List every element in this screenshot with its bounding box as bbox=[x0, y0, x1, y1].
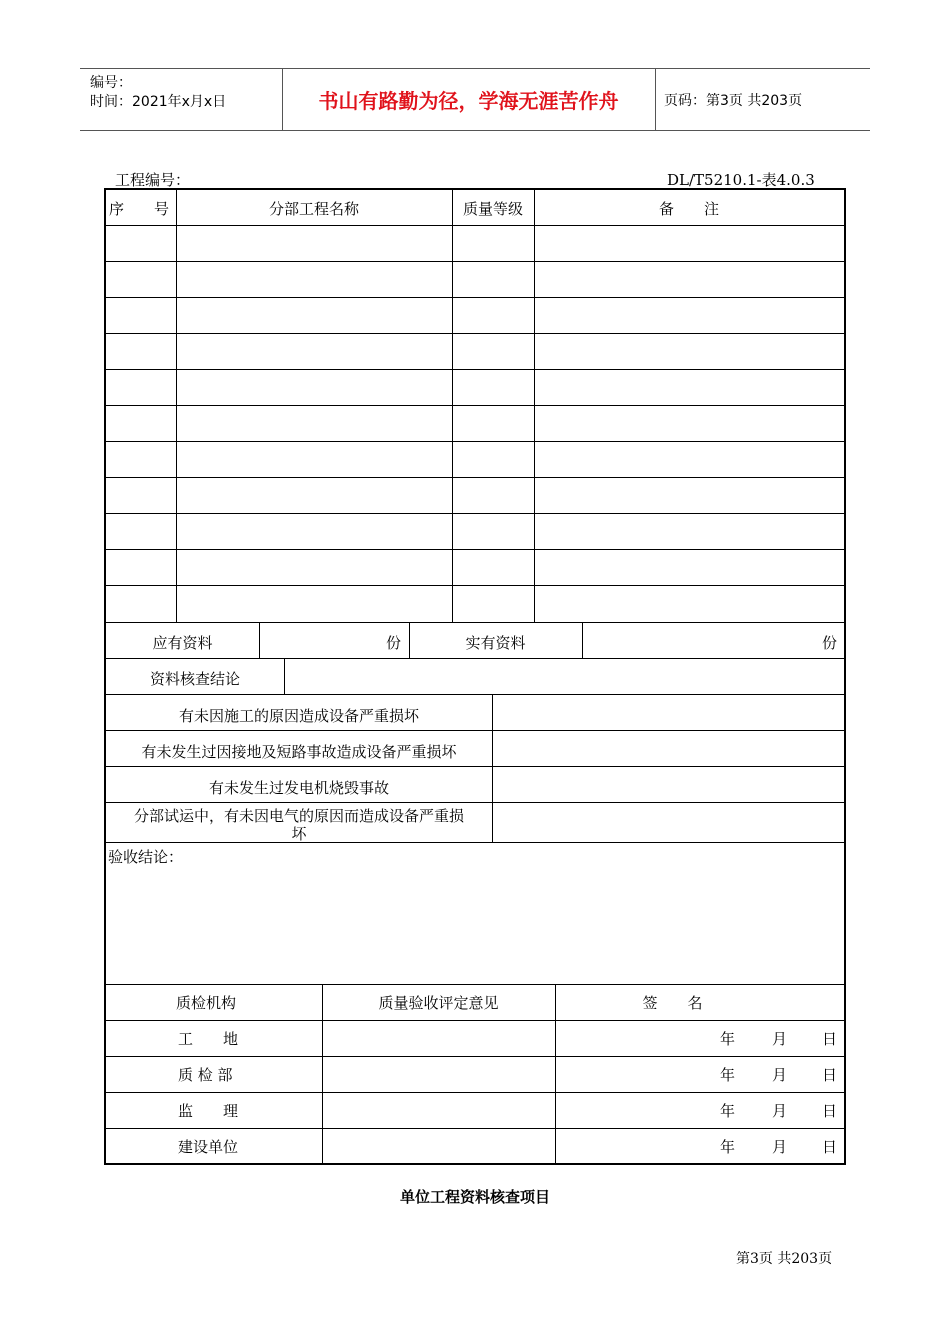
sign-row-quality-dept: 质 检 部 bbox=[178, 1066, 233, 1084]
date-day: 日 bbox=[822, 1102, 838, 1120]
date-year: 年 bbox=[720, 1102, 736, 1120]
actual-docs-label: 实有资料 bbox=[465, 634, 526, 652]
column-header-signature: 签 名 bbox=[642, 994, 703, 1012]
form-code: DL/T5210.1-表4.0.3 bbox=[667, 171, 815, 189]
date-month: 月 bbox=[772, 1066, 788, 1084]
header-meta-cell bbox=[80, 69, 283, 130]
column-header-grade: 质量等级 bbox=[462, 200, 523, 218]
date-month: 月 bbox=[772, 1138, 788, 1156]
document-header bbox=[80, 68, 870, 131]
required-docs-unit: 份 bbox=[386, 634, 402, 652]
date-day: 日 bbox=[822, 1066, 838, 1084]
column-header-seq: 序 号 bbox=[109, 200, 170, 218]
column-header-inspection-org: 质检机构 bbox=[176, 994, 237, 1012]
number-label: 编号： bbox=[90, 75, 132, 91]
column-header-name: 分部工程名称 bbox=[268, 200, 359, 218]
page-footer: 第3页 共203页 bbox=[736, 1251, 833, 1267]
inspection-form bbox=[104, 188, 846, 1165]
date-day: 日 bbox=[822, 1138, 838, 1156]
date-year: 年 bbox=[720, 1138, 736, 1156]
required-docs-label: 应有资料 bbox=[152, 634, 213, 652]
column-header-remark: 备 注 bbox=[658, 200, 719, 218]
project-number-label: 工程编号： bbox=[115, 171, 191, 189]
question-damage-grounding: 有未发生过因接地及短路事故造成设备严重损坏 bbox=[141, 743, 457, 761]
acceptance-conclusion-label: 验收结论： bbox=[108, 848, 184, 866]
question-trial-run-line2: 坏 bbox=[291, 825, 307, 843]
column-header-opinion: 质量验收评定意见 bbox=[378, 994, 499, 1012]
time-label: 时间：2021年x月x日 bbox=[90, 94, 227, 110]
sign-row-supervision: 监 理 bbox=[178, 1102, 239, 1120]
date-year: 年 bbox=[720, 1066, 736, 1084]
sign-row-site: 工 地 bbox=[178, 1030, 239, 1048]
question-trial-run-line1: 分部试运中，有未因电气的原因而造成设备严重损 bbox=[133, 807, 464, 825]
question-generator-burn: 有未发生过发电机烧毁事故 bbox=[208, 779, 389, 797]
actual-docs-unit: 份 bbox=[822, 634, 838, 652]
motto-text: 书山有路勤为径，学海无涯苦作舟 bbox=[282, 69, 656, 130]
question-damage-construction: 有未因施工的原因造成设备严重损坏 bbox=[178, 707, 419, 725]
date-month: 月 bbox=[772, 1102, 788, 1120]
docs-check-conclusion-label: 资料核查结论 bbox=[149, 670, 240, 688]
sign-row-owner: 建设单位 bbox=[178, 1138, 239, 1156]
page-info: 页码：第3页 共203页 bbox=[664, 92, 803, 109]
date-year: 年 bbox=[720, 1030, 736, 1048]
section-title: 单位工程资料核查项目 bbox=[399, 1188, 550, 1206]
date-day: 日 bbox=[822, 1030, 838, 1048]
date-month: 月 bbox=[772, 1030, 788, 1048]
